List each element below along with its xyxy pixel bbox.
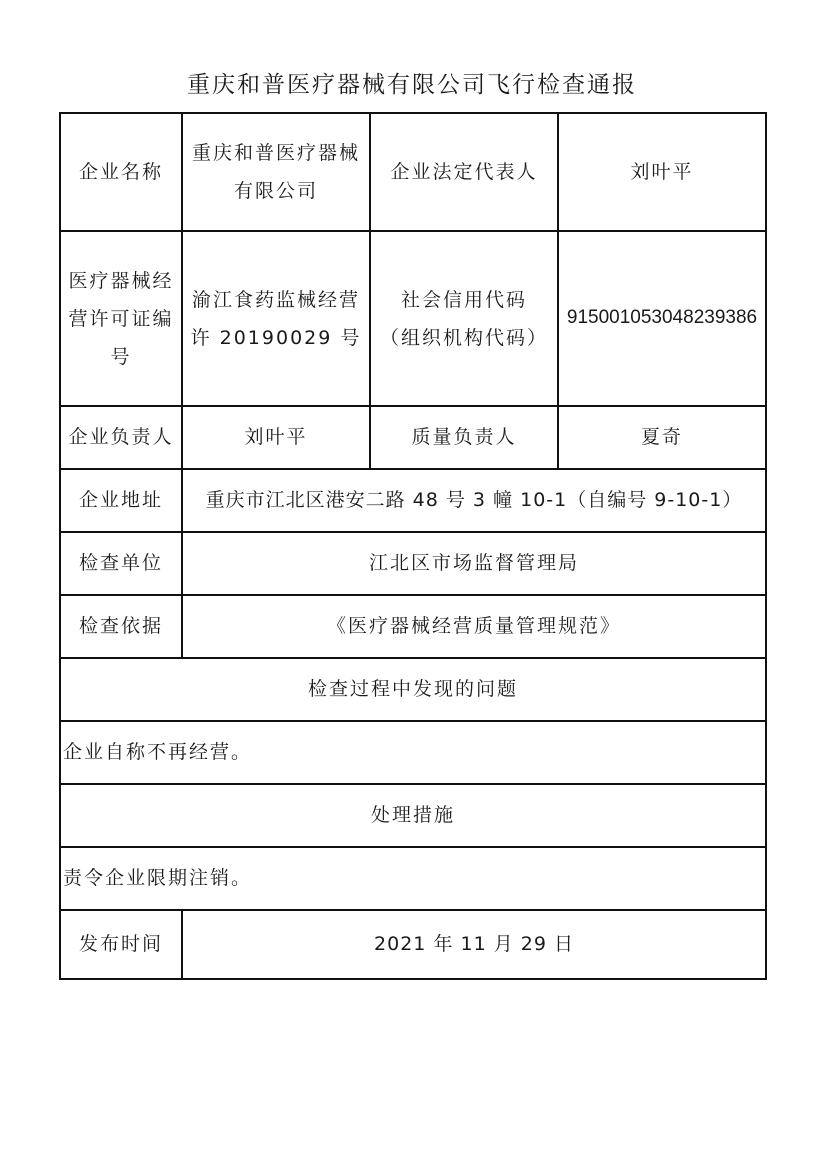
problems-content: 企业自称不再经营。 — [60, 721, 766, 784]
legal-rep-value: 刘叶平 — [558, 113, 766, 231]
inspector-label: 检查单位 — [60, 532, 182, 595]
inspector-value: 江北区市场监督管理局 — [182, 532, 766, 595]
basis-label: 检查依据 — [60, 595, 182, 658]
company-name-label: 企业名称 — [60, 113, 182, 231]
row-problems-content — [60, 721, 766, 784]
company-name-value — [182, 113, 370, 231]
license-label-line1: 医疗器械经 — [68, 269, 174, 292]
legal-rep-label: 企业法定代表人 — [370, 113, 558, 231]
publish-value: 2021 年 11 月 29 日 — [182, 910, 766, 979]
license-value-line2: 许 20190029 号 — [190, 326, 362, 349]
credit-code-value: 915001053048239386 — [558, 231, 766, 406]
row-address — [60, 469, 766, 532]
responsible-value: 刘叶平 — [182, 406, 370, 469]
row-measures-heading — [60, 784, 766, 847]
company-name-value-line2: 有限公司 — [233, 180, 318, 202]
publish-label: 发布时间 — [60, 910, 182, 979]
measures-heading: 处理措施 — [60, 784, 766, 847]
credit-code-label — [370, 231, 558, 406]
quality-label: 质量负责人 — [370, 406, 558, 469]
row-license — [60, 231, 766, 406]
inspection-report-table — [59, 112, 767, 980]
quality-value: 夏奇 — [558, 406, 766, 469]
row-basis — [60, 595, 766, 658]
company-name-value-line1: 重庆和普医疗器械 — [191, 142, 360, 164]
problems-heading: 检查过程中发现的问题 — [60, 658, 766, 721]
row-company-name — [60, 113, 766, 231]
license-label-line3: 号 — [110, 345, 132, 368]
row-responsible — [60, 406, 766, 469]
address-value: 重庆市江北区港安二路 48 号 3 幢 10-1（自编号 9-10-1） — [182, 469, 766, 532]
license-value — [182, 231, 370, 406]
license-label — [60, 231, 182, 406]
row-measures-content — [60, 847, 766, 910]
row-problems-heading — [60, 658, 766, 721]
document-title: 重庆和普医疗器械有限公司飞行检查通报 — [187, 72, 637, 98]
row-publish — [60, 910, 766, 979]
credit-code-label-line2: （组织机构代码） — [379, 326, 548, 349]
license-label-line2: 营许可证编 — [68, 307, 174, 330]
basis-value: 《医疗器械经营质量管理规范》 — [182, 595, 766, 658]
credit-code-label-line1: 社会信用代码 — [400, 288, 527, 311]
measures-content: 责令企业限期注销。 — [60, 847, 766, 910]
responsible-label: 企业负责人 — [60, 406, 182, 469]
address-label: 企业地址 — [60, 469, 182, 532]
row-inspector — [60, 532, 766, 595]
license-value-line1: 渝江食药监械经营 — [191, 288, 360, 311]
